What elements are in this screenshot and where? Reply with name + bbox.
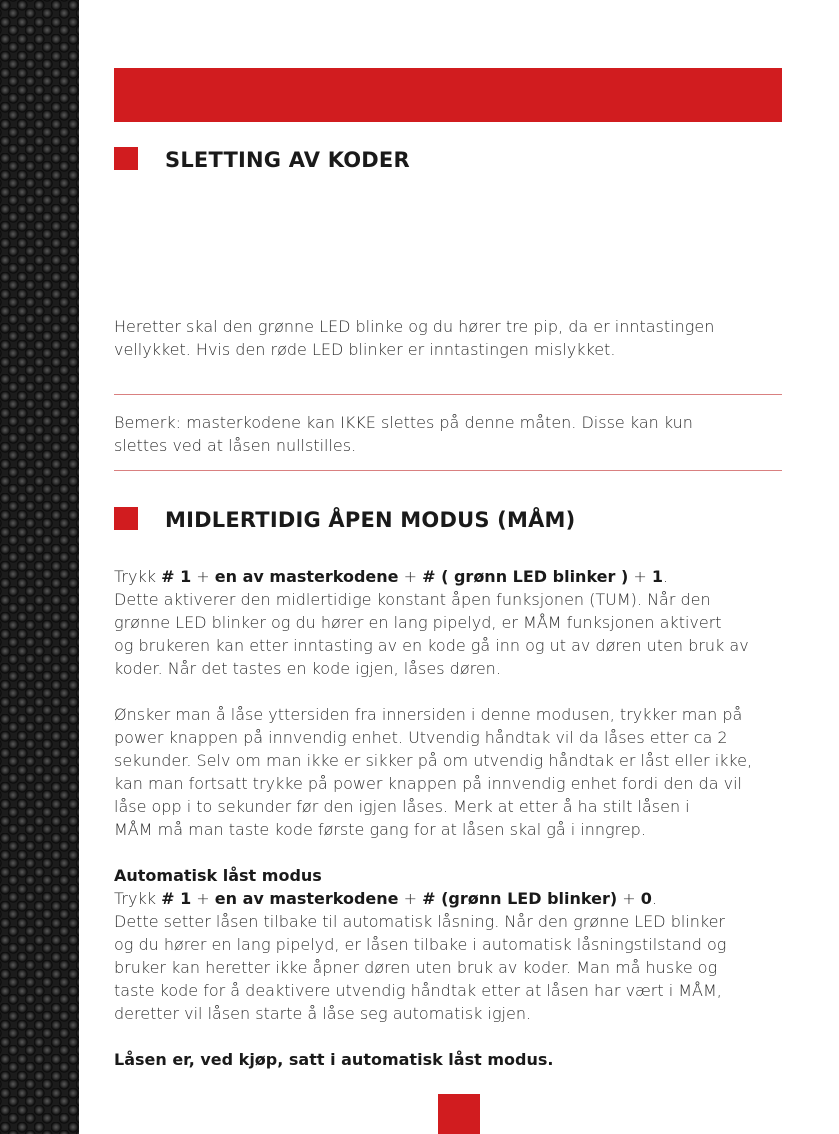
divider-bottom: [114, 470, 782, 471]
text-line: Dette setter låsen tilbake til automatisk låsning. Når den grønne LED blinker: [114, 912, 725, 931]
text-line: grønne LED blinker og du hører en lang pipelyd, er MÅM funksjonen aktivert: [114, 613, 722, 632]
instruction-suffix: .: [651, 889, 657, 908]
text-line: Ønsker man å låse yttersiden fra innersiden i denne modusen, trykker man på: [114, 705, 743, 724]
plus-sign: +: [398, 889, 423, 908]
plus-sign: +: [617, 889, 641, 908]
page-number-marker: [438, 1094, 480, 1134]
text-line: slettes ved at låsen nullstilles.: [114, 436, 357, 455]
text-line: power knappen på innvendig enhet. Utvendig håndtak vil da låses etter ca 2: [114, 728, 728, 747]
text-line: låse opp i to sekunder før den igjen låses. Merk at etter å ha stilt låsen i: [114, 797, 690, 816]
text-line: sekunder. Selv om man ikke er sikker på om utvendig håndtak er låst eller ikke,: [114, 751, 753, 770]
key-hash-1: # 1: [161, 889, 192, 908]
section-marker-square: [114, 147, 138, 170]
paragraph-confirmation: [114, 315, 794, 361]
plus-sign: +: [191, 567, 215, 586]
key-digit: 0: [640, 889, 652, 908]
text-line: Heretter skal den grønne LED blinke og du hører tre pip, da er inntastingen: [114, 317, 715, 336]
key-hash-green-led: # (grønn LED blinker): [422, 889, 618, 908]
key-hash-green-led: # ( grønn LED blinker ): [422, 567, 629, 586]
closing-statement: Låsen er, ved kjøp, satt i automatisk låst modus.: [114, 1050, 554, 1069]
text-line: vellykket. Hvis den røde LED blinker er inntastingen mislykket.: [114, 340, 616, 359]
text-line: og brukeren kan etter inntasting av en kode gå inn og ut av døren uten bruk av: [114, 636, 749, 655]
instruction-activate-mam: [114, 565, 794, 588]
text-line: Bemerk: masterkodene kan IKKE slettes på denne måten. Disse kan kun: [114, 413, 693, 432]
text-line: og du hører en lang pipelyd, er låsen tilbake i automatisk låsningstilstand og: [114, 935, 727, 954]
text-line: Dette aktiverer den midlertidige konstant åpen funksjonen (TUM). Når den: [114, 590, 711, 609]
header-banner: [114, 68, 782, 122]
plus-sign: +: [191, 889, 215, 908]
decorative-side-pattern: [0, 0, 79, 1134]
text-line: MÅM må man taste kode første gang for at låsen skal gå i inngrep.: [114, 820, 646, 839]
text-line: kan man fortsatt trykke på power knappen på innvendig enhet fordi den da vil: [114, 774, 742, 793]
plus-sign: +: [628, 567, 652, 586]
instruction-automatic-mode: [114, 887, 794, 910]
section-title-mam: MIDLERTIDIG ÅPEN MODUS (MÅM): [165, 508, 576, 532]
text-line: bruker kan heretter ikke åpner døren uten bruk av koder. Man må huske og: [114, 958, 718, 977]
divider-top: [114, 394, 782, 395]
key-hash-1: # 1: [161, 567, 192, 586]
instruction-suffix: .: [663, 567, 669, 586]
section-title-deleting-codes: SLETTING AV KODER: [165, 148, 410, 172]
key-mastercode: en av masterkodene: [214, 889, 399, 908]
instruction-prefix: Trykk: [114, 889, 162, 908]
key-mastercode: en av masterkodene: [214, 567, 399, 586]
instruction-prefix: Trykk: [114, 567, 162, 586]
note-masterkoder: [114, 411, 794, 457]
text-line: deretter vil låsen starte å låse seg automatisk igjen.: [114, 1004, 532, 1023]
section-marker-square: [114, 507, 138, 530]
plus-sign: +: [398, 567, 423, 586]
text-line: taste kode for å deaktivere utvendig håndtak etter at låsen har vært i MÅM,: [114, 981, 722, 1000]
text-line: koder. Når det tastes en kode igjen, låses døren.: [114, 659, 501, 678]
subheading-automatic-mode: Automatisk låst modus: [114, 866, 322, 885]
section-body-mam: [114, 565, 794, 1071]
key-digit: 1: [651, 567, 663, 586]
